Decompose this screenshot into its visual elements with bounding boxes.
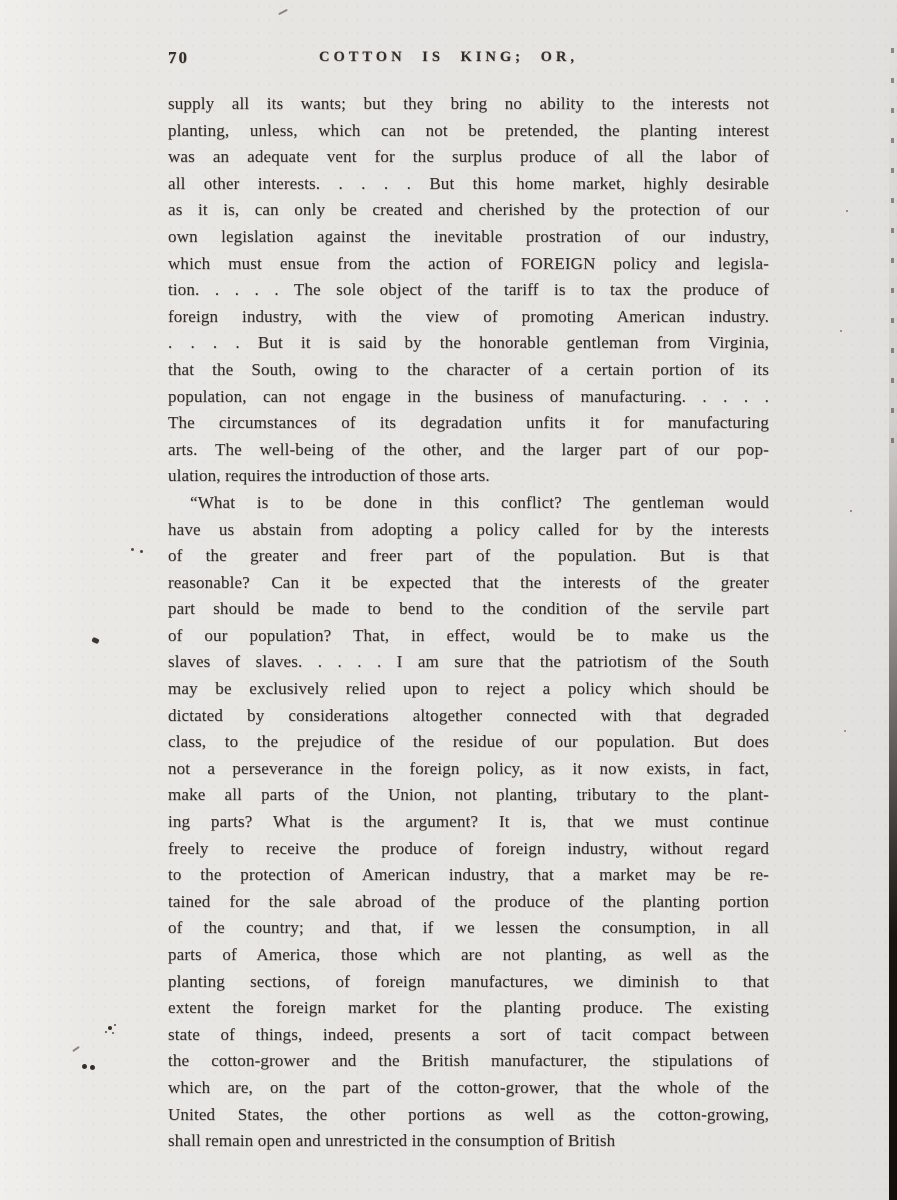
text-line: which are, on the part of the cotton-grower, that the whole of the bbox=[168, 1077, 769, 1097]
scan-speck bbox=[91, 637, 99, 644]
text-line: may be exclusively relied upon to reject a policy which should be bbox=[168, 679, 769, 699]
text-line: of our population? That, in effect, would be to make us the bbox=[168, 625, 769, 645]
paragraph bbox=[168, 91, 769, 490]
text-line: that the South, owing to the character of a certain portion of its bbox=[168, 359, 769, 379]
text-line: have us abstain from adopting a policy called for by the interests bbox=[168, 519, 769, 539]
text-line: planting sections, of foreign manufactures, we diminish to that bbox=[168, 971, 769, 991]
text-line: dictated by considerations altogether connected with that degraded bbox=[168, 705, 769, 725]
text-line: reasonable? Can it be expected that the interests of the greater bbox=[168, 572, 769, 592]
text-line: which must ensue from the action of FOREIGN policy and legisla- bbox=[168, 253, 769, 273]
scan-speck bbox=[131, 548, 134, 551]
text-line: all other interests. . . . . But this home market, highly desirable bbox=[168, 173, 769, 193]
text-line: was an adequate vent for the surplus produce of all the labor of bbox=[168, 147, 769, 167]
text-line: tion. . . . . The sole object of the tariff is to tax the produce of bbox=[168, 280, 769, 300]
scan-speck bbox=[278, 9, 288, 15]
text-line: of the country; and that, if we lessen the consumption, in all bbox=[168, 918, 769, 938]
page-header bbox=[168, 46, 769, 70]
text-line: of the greater and freer part of the population. But is that bbox=[168, 546, 769, 566]
text-line: extent the foreign market for the planting produce. The existing bbox=[168, 998, 769, 1018]
scan-speck bbox=[72, 1046, 80, 1052]
text-line: slaves of slaves. . . . . I am sure that the patriotism of the South bbox=[168, 652, 769, 672]
text-line: to the protection of American industry, that a market may be re- bbox=[168, 865, 769, 885]
text-line: The circumstances of its degradation unfits it for manufacturing bbox=[168, 413, 769, 433]
text-line: class, to the prejudice of the residue of our population. But does bbox=[168, 732, 769, 752]
text-line: state of things, indeed, presents a sort of tacit compact between bbox=[168, 1024, 769, 1044]
text-line: the cotton-grower and the British manufacturer, the stipulations of bbox=[168, 1051, 769, 1071]
text-line: ulation, requires the introduction of those arts. bbox=[168, 466, 490, 486]
text-line: make all parts of the Union, not planting, tributary to the plant- bbox=[168, 785, 769, 805]
text-line: United States, the other portions as well as the cotton-growing, bbox=[168, 1104, 769, 1124]
text-line: arts. The well-being of the other, and the larger part of our pop- bbox=[168, 439, 769, 459]
text-line: not a perseverance in the foreign policy, as it now exists, in fact, bbox=[168, 758, 769, 778]
page-body bbox=[168, 91, 769, 1155]
text-line: ing parts? What is the argument? It is, that we must continue bbox=[168, 812, 769, 832]
scan-edge-artifact bbox=[885, 0, 897, 1200]
scan-speck bbox=[108, 1026, 112, 1030]
text-line: “What is to be done in this conflict? The gentleman would bbox=[190, 492, 769, 512]
text-line: planting, unless, which can not be pretended, the planting interest bbox=[168, 120, 769, 140]
text-line: foreign industry, with the view of promoting American industry. bbox=[168, 306, 769, 326]
text-line: tained for the sale abroad of the produce of the planting portion bbox=[168, 891, 769, 911]
text-line: population, can not engage in the business of manufacturing. . . . . bbox=[168, 386, 769, 406]
running-header: COTTON IS KING; OR, bbox=[318, 49, 579, 65]
scan-speck bbox=[82, 1064, 87, 1069]
paragraph bbox=[168, 490, 769, 1155]
text-line: . . . . But it is said by the honorable gentleman from Virginia, bbox=[168, 333, 769, 353]
text-line: part should be made to bend to the condition of the servile part bbox=[168, 599, 769, 619]
text-line: freely to receive the produce of foreign industry, without regard bbox=[168, 838, 769, 858]
text-line: supply all its wants; but they bring no ability to the interests not bbox=[168, 94, 769, 113]
text-line: as it is, can only be created and cherished by the protection of our bbox=[168, 200, 769, 220]
page-number: 70 bbox=[168, 48, 189, 67]
text-line: parts of America, those which are not planting, as well as the bbox=[168, 945, 769, 964]
text-line: shall remain open and unrestricted in the consumption of British bbox=[168, 1131, 616, 1151]
scan-speck bbox=[846, 210, 848, 212]
text-line: own legislation against the inevitable prostration of our industry, bbox=[168, 226, 769, 246]
